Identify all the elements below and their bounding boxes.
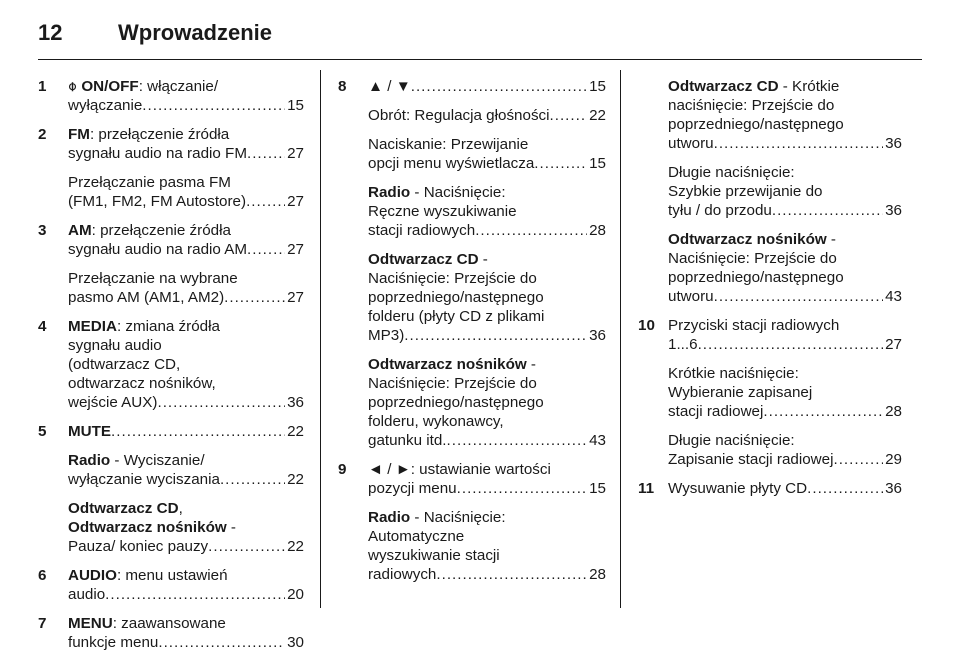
- entry-text: poprzedniego/następnego: [368, 394, 544, 411]
- entry-line: [668, 77, 902, 96]
- entry-line: [68, 499, 304, 518]
- column-1: [38, 77, 304, 662]
- entry-text: - Krótkie: [778, 78, 840, 95]
- entry-text: -: [478, 251, 488, 268]
- entry-number: 6: [38, 567, 47, 584]
- entry-text: tyłu / do przodu: [668, 202, 772, 219]
- entry-number: 4: [38, 318, 47, 335]
- entry-line: [368, 202, 606, 221]
- dot-leader: [714, 134, 884, 153]
- page-reference: 15: [589, 78, 606, 95]
- entry-text: audio: [68, 586, 106, 603]
- entry-line: [668, 134, 902, 153]
- index-entry: [638, 316, 902, 354]
- page-reference: 28: [885, 403, 902, 420]
- entry-line: [668, 450, 902, 469]
- entry-line: [68, 470, 304, 489]
- entry-line: [668, 364, 902, 383]
- page-reference: 36: [885, 202, 902, 219]
- dot-leader: [411, 77, 587, 96]
- entry-text: - Naciśnięcie:: [410, 509, 506, 526]
- entry-line: [368, 431, 606, 450]
- entry-line: [368, 460, 606, 479]
- entry-line: [368, 374, 606, 393]
- control-label: Radio: [68, 452, 111, 469]
- entry-text: Krótkie naciśnięcie:: [668, 365, 799, 382]
- index-entry: [38, 614, 304, 652]
- entry-line: [368, 355, 606, 374]
- dot-leader: [111, 422, 285, 441]
- entry-line: [68, 96, 304, 115]
- index-entry: [338, 135, 606, 173]
- entry-number: 7: [38, 615, 47, 632]
- page-reference: 15: [589, 480, 606, 497]
- index-entry: [38, 125, 304, 163]
- control-label: Radio: [368, 184, 411, 201]
- index-entry: [638, 364, 902, 421]
- entry-line: [68, 192, 304, 211]
- entry-line: [368, 77, 606, 96]
- page-reference: 20: [287, 586, 304, 603]
- entry-text: funkcje menu: [68, 634, 159, 651]
- index-entry: [338, 460, 606, 498]
- entry-text: wyszukiwanie stacji: [368, 547, 500, 564]
- control-label: FM: [68, 126, 90, 143]
- entry-text: Zapisanie stacji radiowej: [668, 451, 834, 468]
- entry-line: [68, 144, 304, 163]
- control-label: Odtwarzacz nośników: [68, 519, 227, 536]
- entry-line: [368, 546, 606, 565]
- control-label: Odtwarzacz CD: [68, 500, 179, 517]
- page-reference: 22: [287, 471, 304, 488]
- page-reference: 28: [589, 566, 606, 583]
- entry-text: gatunku itd.: [368, 432, 447, 449]
- column-divider-2: [620, 70, 621, 608]
- column-3: [638, 77, 902, 508]
- entry-text: Obrót: Regulacja głośności: [368, 107, 550, 124]
- control-label: Radio: [368, 509, 411, 526]
- dot-leader: [475, 221, 587, 240]
- dot-leader: [158, 633, 285, 652]
- entry-text: Długie naciśnięcie:: [668, 432, 795, 449]
- entry-text: utworu: [668, 288, 714, 305]
- index-entry: [638, 479, 902, 498]
- dot-leader: [208, 537, 285, 556]
- dot-leader: [247, 240, 285, 259]
- entry-text: -: [526, 356, 536, 373]
- entry-text: sygnału audio: [68, 337, 162, 354]
- entry-line: [68, 566, 304, 585]
- dot-leader: [550, 106, 588, 125]
- entry-line: [68, 518, 304, 537]
- dot-leader: [436, 565, 587, 584]
- dot-leader: [457, 479, 587, 498]
- entry-text: naciśnięcie: Przejście do: [668, 97, 835, 114]
- page-reference: 22: [589, 107, 606, 124]
- entry-text: Wybieranie zapisanej: [668, 384, 813, 401]
- entry-line: [668, 115, 902, 134]
- entry-text: poprzedniego/następnego: [668, 116, 844, 133]
- entry-text: Naciśnięcie: Przejście do: [668, 250, 837, 267]
- entry-line: [68, 355, 304, 374]
- entry-line: [68, 585, 304, 604]
- index-entry: [38, 221, 304, 259]
- entry-text: Przełączanie na wybrane: [68, 270, 238, 287]
- entry-line: [368, 326, 606, 345]
- entry-number: 3: [38, 222, 47, 239]
- entry-text: stacji radiowych: [368, 222, 476, 239]
- entry-text: Przełączanie pasma FM: [68, 174, 231, 191]
- entry-number: 9: [338, 461, 347, 478]
- page-reference: 27: [287, 241, 304, 258]
- page-title: Wprowadzenie: [118, 20, 273, 45]
- dot-leader: [157, 393, 285, 412]
- control-label: AM: [68, 222, 92, 239]
- page-reference: 43: [885, 288, 902, 305]
- entry-line: [368, 565, 606, 584]
- index-entry: [338, 355, 606, 450]
- control-label: ⌽ ON/OFF: [68, 78, 139, 95]
- entry-line: [668, 479, 902, 498]
- entry-line: [368, 479, 606, 498]
- entry-line: [68, 288, 304, 307]
- control-label: MENU: [68, 615, 113, 632]
- entry-text: : menu ustawień: [116, 567, 228, 584]
- entry-line: [368, 508, 606, 527]
- entry-text: stacji radiowej: [668, 403, 764, 420]
- entry-line: [368, 135, 606, 154]
- entry-text: (odtwarzacz CD,: [68, 356, 181, 373]
- entry-line: [68, 336, 304, 355]
- entry-text: MP3): [368, 327, 405, 344]
- entry-line: [68, 393, 304, 412]
- index-entry: [338, 183, 606, 240]
- entry-text: Automatyczne: [368, 528, 465, 545]
- entry-line: [68, 422, 304, 441]
- entry-line: [368, 269, 606, 288]
- page-reference: 36: [589, 327, 606, 344]
- page-reference: 15: [287, 97, 304, 114]
- entry-line: [68, 269, 304, 288]
- entry-line: [668, 431, 902, 450]
- page-reference: 15: [589, 155, 606, 172]
- entry-line: [668, 182, 902, 201]
- entry-text: Długie naciśnięcie:: [668, 164, 795, 181]
- entry-text: Wysuwanie płyty CD: [668, 480, 808, 497]
- entry-line: [68, 173, 304, 192]
- control-label: Odtwarzacz CD: [668, 78, 779, 95]
- index-entry: [638, 77, 902, 153]
- entry-text: Naciśnięcie: Przejście do: [368, 270, 537, 287]
- entry-line: [68, 537, 304, 556]
- index-entry: [338, 77, 606, 96]
- entry-text: (FM1, FM2, FM Autostore): [68, 193, 247, 210]
- entry-line: [68, 451, 304, 470]
- index-entry: [38, 269, 304, 307]
- control-label: Odtwarzacz CD: [368, 251, 479, 268]
- entry-line: [68, 221, 304, 240]
- control-label: Odtwarzacz nośników: [668, 231, 827, 248]
- dot-leader: [246, 192, 285, 211]
- control-label: Odtwarzacz nośników: [368, 356, 527, 373]
- entry-text: -: [826, 231, 836, 248]
- entry-line: [668, 249, 902, 268]
- dot-leader: [833, 450, 883, 469]
- entry-number: 5: [38, 423, 47, 440]
- dot-leader: [807, 479, 883, 498]
- entry-line: [368, 393, 606, 412]
- entry-line: [368, 183, 606, 202]
- dot-leader: [698, 335, 884, 354]
- control-label: MUTE: [68, 423, 112, 440]
- entry-text: poprzedniego/następnego: [368, 289, 544, 306]
- entry-text: wyłączanie: [68, 97, 143, 114]
- entry-line: [68, 614, 304, 633]
- entry-text: : zaawansowane: [112, 615, 226, 632]
- entry-line: [368, 527, 606, 546]
- column-2: [338, 77, 606, 594]
- entry-text: 1...6: [668, 336, 698, 353]
- entry-line: [368, 106, 606, 125]
- entry-line: [68, 633, 304, 652]
- entry-number: 2: [38, 126, 47, 143]
- index-entry: [38, 451, 304, 489]
- index-entry: [638, 431, 902, 469]
- entry-line: [368, 154, 606, 173]
- entry-text: radiowych: [368, 566, 437, 583]
- entry-text: ▲ / ▼: [368, 78, 411, 95]
- page-reference: 27: [287, 289, 304, 306]
- dot-leader: [714, 287, 884, 306]
- dot-leader: [142, 96, 285, 115]
- dot-leader: [220, 470, 285, 489]
- entry-line: [668, 201, 902, 220]
- entry-number: 1: [38, 78, 47, 95]
- entry-line: [68, 317, 304, 336]
- entry-text: - Wyciszanie/: [110, 452, 205, 469]
- entry-line: [668, 402, 902, 421]
- header-rule: [38, 59, 922, 60]
- entry-line: [668, 316, 902, 335]
- entry-text: : przełączenie źródła: [89, 126, 230, 143]
- index-entry: [38, 499, 304, 556]
- entry-text: wejście AUX): [68, 394, 158, 411]
- entry-text: odtwarzacz nośników,: [68, 375, 216, 392]
- entry-line: [668, 335, 902, 354]
- page-reference: 36: [885, 135, 902, 152]
- entry-line: [368, 288, 606, 307]
- index-entry: [338, 106, 606, 125]
- entry-text: sygnału audio na radio AM: [68, 241, 247, 258]
- entry-text: folderu, wykonawcy,: [368, 413, 504, 430]
- control-label: MEDIA: [68, 318, 117, 335]
- page-reference: 22: [287, 538, 304, 555]
- entry-line: [368, 221, 606, 240]
- entry-line: [668, 268, 902, 287]
- entry-line: [668, 383, 902, 402]
- page-reference: 22: [287, 423, 304, 440]
- index-entry: [38, 317, 304, 412]
- entry-text: poprzedniego/następnego: [668, 269, 844, 286]
- entry-number: 10: [638, 317, 655, 334]
- entry-line: [68, 374, 304, 393]
- entry-text: pasmo AM (AM1, AM2): [68, 289, 225, 306]
- entry-line: [368, 412, 606, 431]
- index-entry: [338, 250, 606, 345]
- entry-line: [668, 96, 902, 115]
- index-entry: [38, 566, 304, 604]
- entry-text: Ręczne wyszukiwanie: [368, 203, 517, 220]
- control-label: AUDIO: [68, 567, 117, 584]
- entry-line: [68, 77, 304, 96]
- index-entry: [38, 173, 304, 211]
- entry-text: Naciśnięcie: Przejście do: [368, 375, 537, 392]
- page-number: 12: [38, 20, 63, 45]
- index-entry: [638, 230, 902, 306]
- entry-text: -: [226, 519, 236, 536]
- entry-text: ◄ / ►: ustawianie wartości: [368, 461, 551, 478]
- column-divider-1: [320, 70, 321, 608]
- dot-leader: [247, 144, 285, 163]
- entry-text: - Naciśnięcie:: [410, 184, 506, 201]
- entry-line: [368, 250, 606, 269]
- entry-text: Szybkie przewijanie do: [668, 183, 823, 200]
- entry-line: [668, 287, 902, 306]
- dot-leader: [105, 585, 285, 604]
- dot-leader: [224, 288, 285, 307]
- entry-text: : zmiana źródła: [116, 318, 220, 335]
- index-entry: [38, 77, 304, 115]
- page-reference: 29: [885, 451, 902, 468]
- page-header: [38, 14, 922, 54]
- page-reference: 36: [287, 394, 304, 411]
- index-entry: [38, 422, 304, 441]
- entry-line: [68, 240, 304, 259]
- page-reference: 27: [287, 193, 304, 210]
- index-entry: [638, 163, 902, 220]
- dot-leader: [534, 154, 587, 173]
- page-reference: 30: [287, 634, 304, 651]
- page-reference: 28: [589, 222, 606, 239]
- entry-text: : przełączenie źródła: [91, 222, 231, 239]
- page-reference: 43: [589, 432, 606, 449]
- dot-leader: [404, 326, 587, 345]
- entry-line: [668, 163, 902, 182]
- entry-number: 11: [638, 480, 655, 497]
- entry-text: opcji menu wyświetlacza: [368, 155, 535, 172]
- entry-text: utworu: [668, 135, 714, 152]
- dot-leader: [772, 201, 883, 220]
- index-entry: [338, 508, 606, 584]
- page-reference: 27: [287, 145, 304, 162]
- entry-number: 8: [338, 78, 347, 95]
- entry-text: : włączanie/: [138, 78, 219, 95]
- entry-text: Przyciski stacji radiowych: [668, 317, 840, 334]
- entry-text: Naciskanie: Przewijanie: [368, 136, 529, 153]
- entry-text: pozycji menu: [368, 480, 457, 497]
- entry-line: [368, 307, 606, 326]
- entry-text: wyłączanie wyciszania: [68, 471, 220, 488]
- entry-line: [668, 230, 902, 249]
- entry-text: Pauza/ koniec pauzy: [68, 538, 209, 555]
- page-reference: 27: [885, 336, 902, 353]
- entry-text: sygnału audio na radio FM: [68, 145, 247, 162]
- entry-text: folderu (płyty CD z plikami: [368, 308, 545, 325]
- dot-leader: [447, 431, 588, 450]
- page-reference: 36: [885, 480, 902, 497]
- entry-line: [68, 125, 304, 144]
- dot-leader: [763, 402, 883, 421]
- entry-text: ,: [178, 500, 183, 517]
